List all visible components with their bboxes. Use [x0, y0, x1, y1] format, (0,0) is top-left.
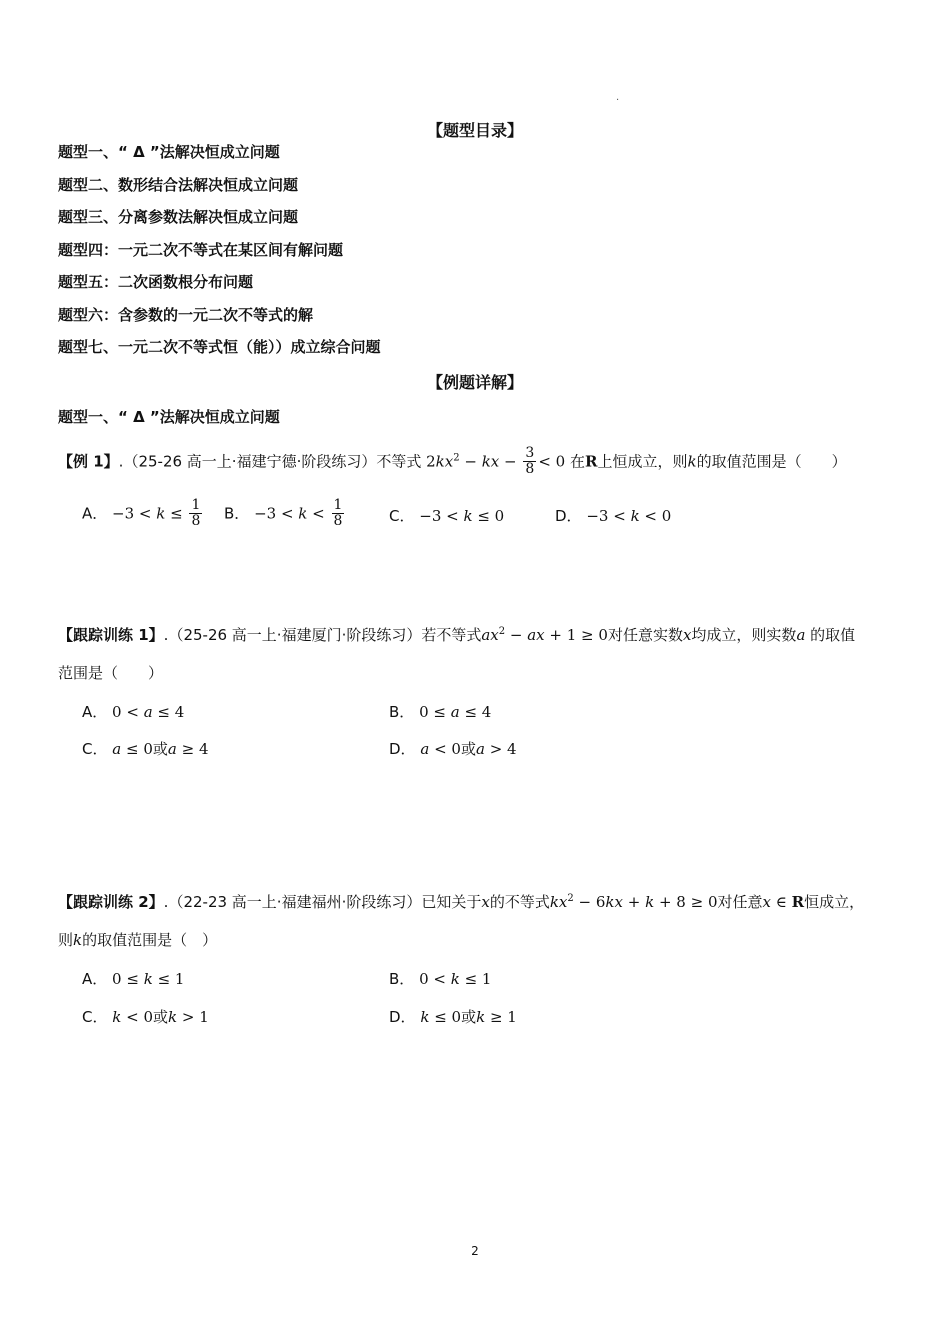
toc-item-4: 题型四：一元二次不等式在某区间有解问题	[58, 241, 344, 259]
question-3-text3: 恒成立，	[804, 893, 865, 911]
toc-title: 【题型目录】	[426, 121, 523, 140]
question-1-option-d[interactable]: D． −3 < k < 0	[555, 507, 672, 525]
question-1-text3: 的取值范围是（ ）	[696, 452, 847, 471]
toc-item-3: 题型三、分离参数法解决恒成立问题	[58, 208, 299, 226]
question-2-text3: 的取值	[810, 626, 856, 644]
section-title: 【例题详解】	[426, 373, 523, 392]
question-1-option-a[interactable]: A． −3 < k ≤ $\frac{1}{8}$	[82, 497, 201, 530]
question-1-text2: 上恒成立，则	[597, 452, 688, 471]
toc-item-2: 题型二、数形结合法解决恒成立问题	[58, 176, 299, 194]
question-3-line2: 则k的取值范围是（ ）	[58, 931, 218, 949]
question-1-tag: 【例 1】	[58, 452, 119, 471]
question-1-option-b[interactable]: B． −3 < k < $\frac{1}{8}$	[224, 497, 343, 530]
question-2-tag: 【跟踪训练 1】	[58, 626, 164, 644]
question-3-source: .（22-23 高一上·福建福州·阶段练习）已知关于	[163, 893, 482, 911]
question-2-option-a[interactable]: A． 0 < a ≤ 4	[82, 703, 185, 721]
question-2-text: 对任意实数	[607, 626, 683, 644]
question-3-text2: 对任意	[717, 893, 763, 911]
question-1-source: .（25-26 高一上·福建宁德·阶段练习）不等式	[118, 452, 422, 471]
question-2: 【跟踪训练 1】.（25-26 高一上·福建厦门·阶段练习）若不等式$ax^2$ − ax + 1 ≥ 0对任意实数x均成立，则实数a 的取值	[58, 626, 856, 644]
question-3-option-b[interactable]: B． 0 < k ≤ 1	[389, 970, 492, 988]
question-1-text: 在	[569, 452, 585, 471]
toc-item-5: 题型五：二次函数根分布问题	[58, 273, 254, 291]
toc-item-1: 题型一、“ Δ ”法解决恒成立问题	[58, 143, 280, 161]
header-dot: .	[616, 92, 620, 103]
toc-item-7: 题型七、一元二次不等式恒（能））成立综合问题	[58, 338, 381, 356]
question-2-source: .（25-26 高一上·福建厦门·阶段练习）若不等式	[163, 626, 482, 644]
question-3: 【跟踪训练 2】.（22-23 高一上·福建福州·阶段练习）已知关于x的不等式$kx^2 - 6kx + k + 8 \ge 0$对任意x ∈ R恒成立，	[58, 893, 865, 911]
question-2-option-c[interactable]: C． a ≤ 0或a ≥ 4	[82, 740, 209, 758]
question-2-line2: 范围是（ ）	[58, 664, 164, 682]
type-heading: 题型一、“ Δ ”法解决恒成立问题	[58, 408, 280, 426]
question-1-option-c[interactable]: C． −3 < k ≤ 0	[389, 507, 505, 525]
question-3-option-c[interactable]: C． k < 0或k > 1	[82, 1008, 209, 1026]
question-2-option-b[interactable]: B． 0 ≤ a ≤ 4	[389, 703, 492, 721]
question-3-option-a[interactable]: A． 0 ≤ k ≤ 1	[82, 970, 185, 988]
question-3-tag: 【跟踪训练 2】	[58, 893, 164, 911]
question-2-option-d[interactable]: D． a < 0或a > 4	[389, 740, 517, 758]
question-2-text2: 均成立，则实数	[691, 626, 797, 644]
question-3-option-d[interactable]: D． k ≤ 0或k ≥ 1	[389, 1008, 517, 1026]
page-number: 2	[471, 1244, 479, 1258]
question-3-text: 的不等式	[489, 893, 550, 911]
question-1: 【例 1】.（25-26 高一上·福建宁德·阶段练习）不等式 $2kx^2$ − kx − $\frac{3}{8}$ < 0 在R上恒成立，则k的取值范围是（ ）	[58, 445, 847, 478]
toc-item-6: 题型六：含参数的一元二次不等式的解	[58, 306, 314, 324]
